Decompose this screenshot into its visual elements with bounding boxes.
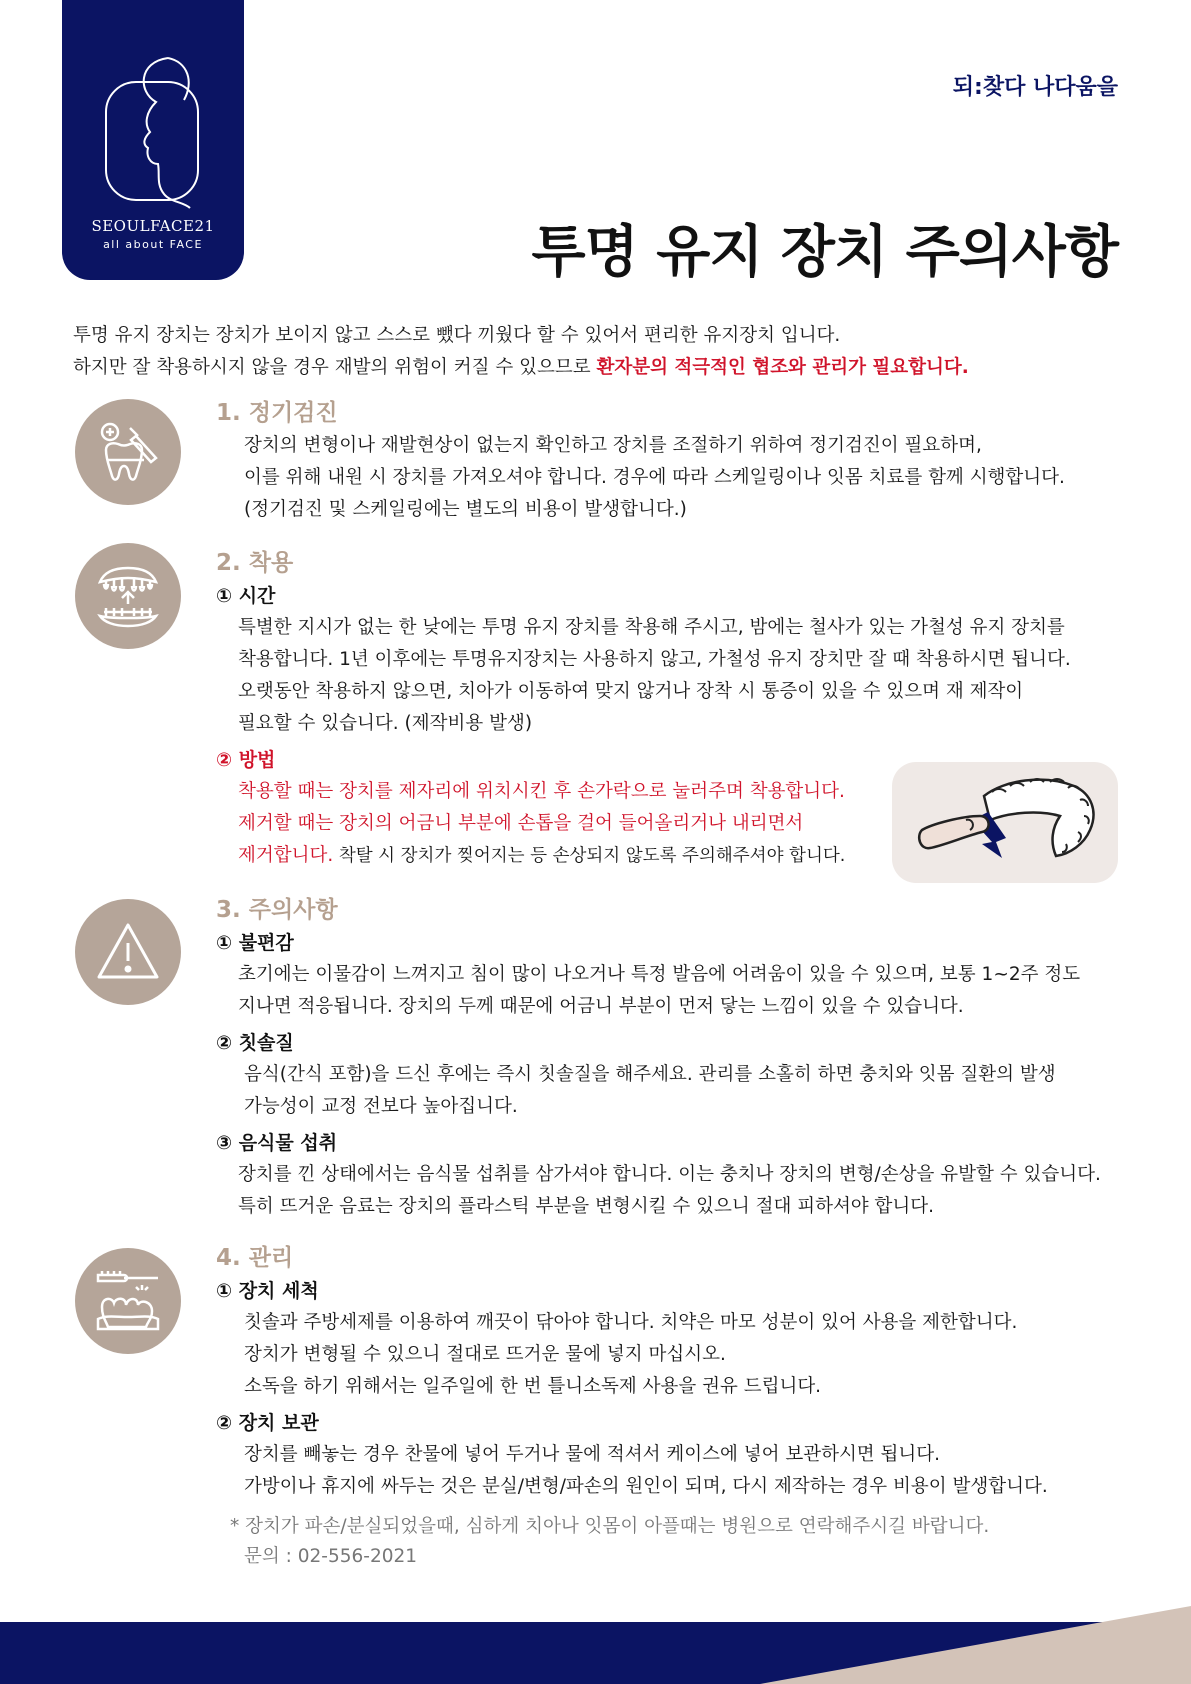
section-care bbox=[216, 1241, 1126, 1503]
warning-icon bbox=[75, 899, 181, 1005]
section-checkup bbox=[216, 396, 1126, 526]
sub-title-brushing: ② 칫솔질 bbox=[216, 1032, 294, 1054]
text-line: 이를 위해 내원 시 장치를 가져오셔야 합니다. 경우에 따라 스케일링이나 잇몸 치료를 함께 시행합니다. bbox=[244, 467, 1065, 488]
text-line: 특별한 지시가 없는 한 낮에는 투명 유지 장치를 착용해 주시고, 밤에는 철사가 있는 가철성 유지 장치를 bbox=[238, 617, 1065, 638]
intro-line-1: 투명 유지 장치는 장치가 보이지 않고 스스로 뺐다 끼웠다 할 수 있어서 편리한 유지장치 입니다. bbox=[73, 325, 841, 346]
intro-line-2-highlight: 환자분의 적극적인 협조와 관리가 필요합니다. bbox=[596, 357, 969, 378]
text-line: 장치의 변형이나 재발현상이 없는지 확인하고 장치를 조절하기 위하여 정기검진이 필요하며, bbox=[244, 435, 982, 456]
method-text bbox=[238, 776, 845, 872]
text-line bbox=[238, 840, 845, 872]
sub-title-storage: ② 장치 보관 bbox=[216, 1412, 319, 1434]
section-precautions bbox=[216, 893, 1126, 1223]
section-body bbox=[216, 1059, 1126, 1123]
text-line: 음식(간식 포함)을 드신 후에는 즉시 칫솔질을 해주세요. 관리를 소홀히 하면 충치와 잇몸 질환의 발생 bbox=[244, 1064, 1056, 1085]
face-logo-icon bbox=[98, 52, 208, 212]
text-line: 가능성이 교정 전보다 높아집니다. bbox=[244, 1096, 518, 1117]
contact-phone: 문의 : 02-556-2021 bbox=[244, 1546, 418, 1567]
logo-name: SEOULFACE21 bbox=[91, 217, 215, 235]
sub-title-time: ① 시간 bbox=[216, 585, 276, 607]
toothbrush-cleaning-icon bbox=[75, 1248, 181, 1354]
slogan: 되:찾다 나다움을 bbox=[952, 75, 1118, 100]
text-line: 칫솔과 주방세제를 이용하여 깨끗이 닦아야 합니다. 치약은 마모 성분이 있어 사용을 제한합니다. bbox=[244, 1312, 1018, 1333]
section-body bbox=[216, 1307, 1126, 1403]
text-line: 가방이나 휴지에 싸두는 것은 분실/변형/파손의 원인이 되며, 다시 제작하는 경우 비용이 발생합니다. bbox=[244, 1476, 1048, 1497]
section-body bbox=[216, 959, 1126, 1023]
section-body bbox=[216, 1159, 1126, 1223]
text-line: 착용합니다. 1년 이후에는 투명유지장치는 사용하지 않고, 가철성 유지 장치만 잘 때 착용하시면 됩니다. bbox=[238, 649, 1071, 670]
note-line: * 장치가 파손/분실되었을때, 심하게 치아나 잇몸이 아플때는 병원으로 연락해주시길 바랍니다. bbox=[230, 1516, 990, 1537]
footer-band bbox=[0, 1594, 1191, 1684]
text-line: 소독을 하기 위해서는 일주일에 한 번 틀니소독제 사용을 권유 드립니다. bbox=[244, 1376, 822, 1397]
logo bbox=[62, 0, 244, 280]
section-title: 4. 관리 bbox=[216, 1245, 294, 1271]
text-line: 장치를 빼놓는 경우 찬물에 넣어 두거나 물에 적셔서 케이스에 넣어 보관하시면 됩니다. bbox=[244, 1444, 941, 1465]
intro-line-2-plain: 하지만 잘 착용하시지 않을 경우 재발의 위험이 커질 수 있으므로 bbox=[73, 357, 597, 378]
text-line: 착용할 때는 장치를 제자리에 위치시킨 후 손가락으로 눌러주며 착용합니다. bbox=[238, 781, 845, 802]
section-body bbox=[216, 430, 1126, 526]
page-title: 투명 유지 장치 주의사항 bbox=[531, 220, 1118, 285]
text-red: 제거합니다. bbox=[238, 845, 334, 866]
aligner-removal-icon bbox=[892, 762, 1118, 883]
sub-title-cleaning: ① 장치 세척 bbox=[216, 1280, 319, 1302]
text-line: 특히 뜨거운 음료는 장치의 플라스틱 부분을 변형시킬 수 있으니 절대 피하셔야 합니다. bbox=[238, 1196, 935, 1217]
text-line: 제거할 때는 장치의 어금니 부분에 손톱을 걸어 들어올리거나 내리면서 bbox=[238, 813, 804, 834]
intro-line-2 bbox=[73, 352, 969, 384]
text-line: 장치가 변형될 수 있으니 절대로 뜨거운 물에 넣지 마십시오. bbox=[244, 1344, 726, 1365]
contact-note bbox=[230, 1512, 989, 1572]
text-plain: 착탈 시 장치가 찢어지는 등 손상되지 않도록 주의해주셔야 합니다. bbox=[333, 846, 846, 866]
text-line: 장치를 낀 상태에서는 음식물 섭취를 삼가셔야 합니다. 이는 충치나 장치의 변형/손상을 유발할 수 있습니다. bbox=[238, 1164, 1101, 1185]
text-line: 필요할 수 있습니다. (제작비용 발생) bbox=[238, 713, 533, 734]
logo-tagline: all about FACE bbox=[103, 238, 203, 251]
intro bbox=[73, 320, 969, 384]
section-title: 3. 주의사항 bbox=[216, 897, 338, 923]
section-body bbox=[216, 612, 1126, 740]
sub-title-eating: ③ 음식물 섭취 bbox=[216, 1132, 338, 1154]
denture-placement-icon bbox=[75, 543, 181, 649]
section-wearing bbox=[216, 546, 1126, 776]
section-title: 2. 착용 bbox=[216, 550, 294, 576]
sub-title-method: ② 방법 bbox=[216, 749, 276, 771]
text-line: (정기검진 및 스케일링에는 별도의 비용이 발생합니다.) bbox=[244, 499, 687, 520]
text-line: 지나면 적응됩니다. 장치의 두께 때문에 어금니 부분이 먼저 닿는 느낌이 있을 수 있습니다. bbox=[238, 996, 964, 1017]
section-title: 1. 정기검진 bbox=[216, 400, 338, 426]
dental-checkup-icon bbox=[75, 399, 181, 505]
text-line: 초기에는 이물감이 느껴지고 침이 많이 나오거나 특정 발음에 어려움이 있을 수 있으며, 보통 1~2주 정도 bbox=[238, 964, 1081, 985]
text-line: 오랫동안 착용하지 않으면, 치아가 이동하여 맞지 않거나 장착 시 통증이 있을 수 있으며 재 제작이 bbox=[238, 681, 1024, 702]
sub-title-discomfort: ① 불편감 bbox=[216, 932, 294, 954]
section-body bbox=[216, 1439, 1126, 1503]
